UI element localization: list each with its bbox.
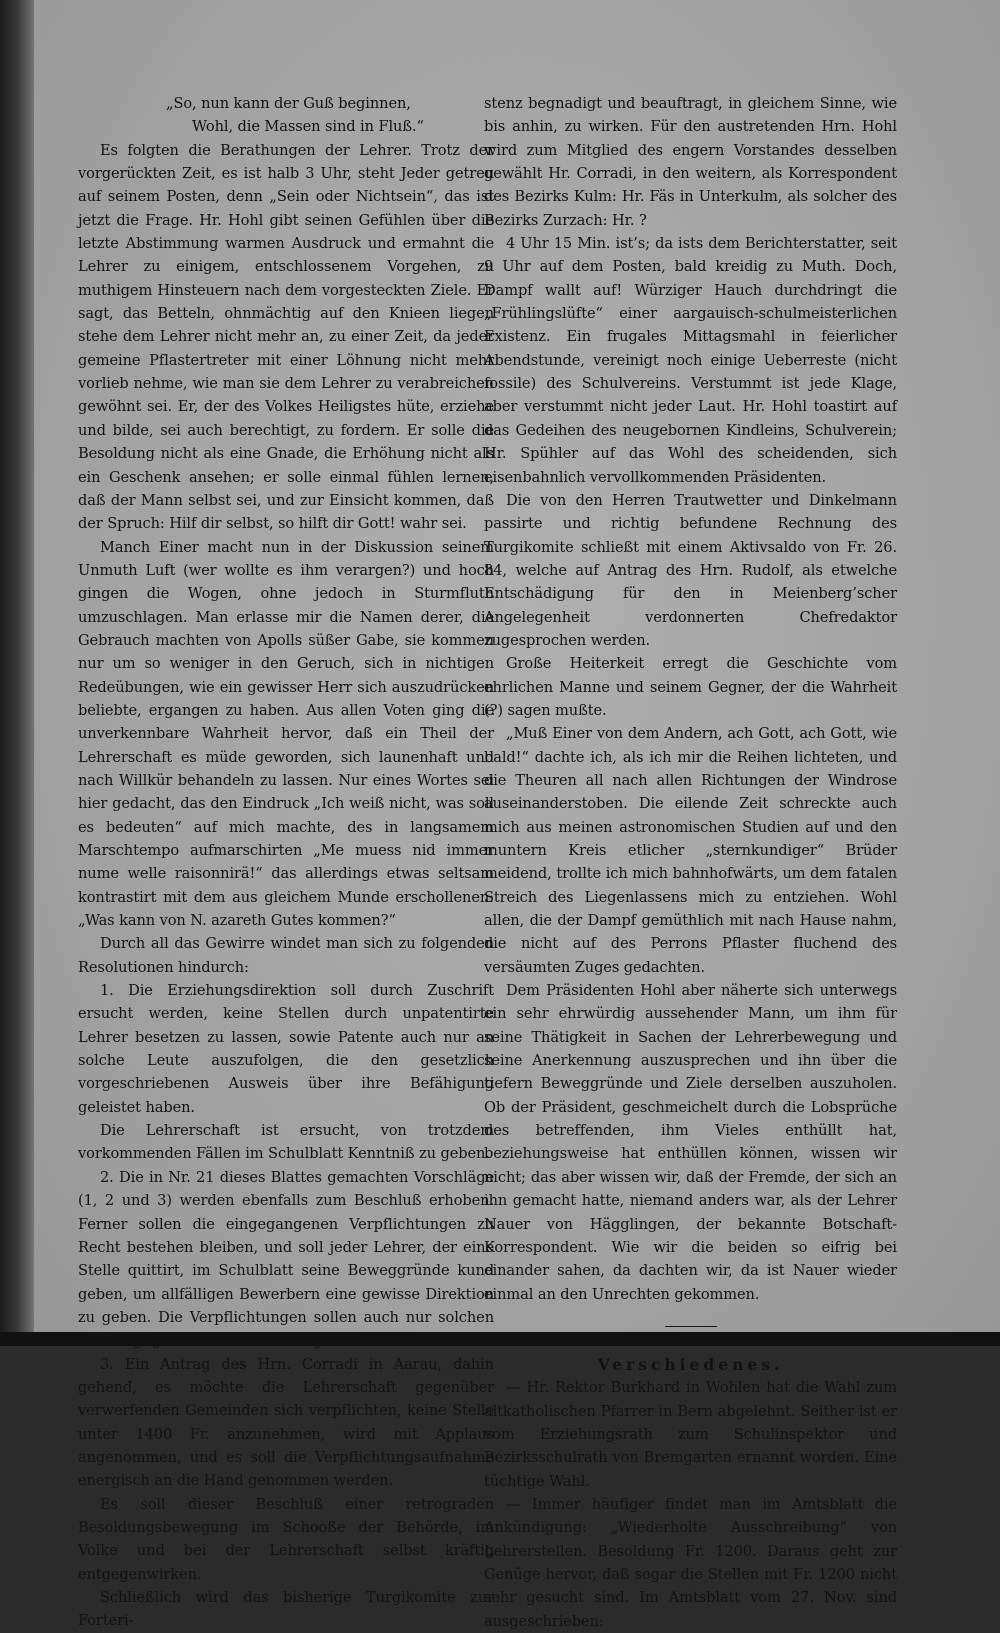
paragraph-existenz: stenz begnadigt und beauftragt, in gleichem Sinne, wie bis anhin, zu wirken. Für den austretenden Hrn. Hohl wird zum Mitglied des engern Vorstandes desselben gewählt Hr. Corradi, in den weitern, als Korrespondent des Bezirks Kulm: Hr. Fäs in Unterkulm, als solcher des Bezirks Zurzach: Hr. ?: [484, 95, 897, 229]
scan-bottom-edge: [0, 1332, 1000, 1346]
paragraph-dinner: 4 Uhr 15 Min. ist’s; da ists dem Berichterstatter, seit 9 Uhr auf dem Posten, bald kreidig zu Muth. Doch, Dampf wallt auf! Würziger Hauch durchdringt die „Frühlingslüfte“ einer aargauisch-schulmeisterlichen Existenz. Ein frugales Mittagsmahl in feierlicher Abendstunde, vereinigt noch einige Ueberreste (nicht fossile) des Schulvereins. Verstummt ist jede Klage, aber verstummt nicht jeder Laut. Hr. Hohl toastirt auf das Gedeihen des neugebornen Kindleins, Schulverein; Hr. Spühler auf das Wohl des scheidenden, sich eisenbahnlich vervollkommenden Präsidenten.: [484, 235, 897, 486]
news-item-burkhard: — Hr. Rektor Burkhard in Wohlen hat die Wahl zum altkatholischen Pfarrer in Bern abgelehnt. Seither ist er vom Erziehungsrath zum Schulinspektor und Bezirksschulrath von Bremgarten ernannt worden. Eine tüchtige Wahl.: [484, 1379, 897, 1490]
resolution-1-note: Die Lehrerschaft ist ersucht, von trotzdem vorkommenden Fällen im Schulblatt Kenntniß zu geben.: [78, 1122, 494, 1163]
verse-line-1: „So, nun kann der Guß beginnen,: [166, 95, 411, 112]
news-item-amtsblatt: — Immer häufiger findet man im Amtsblatt die Ankündigung: „Wiederholte Ausschreibung“ von Lehrerstellen. Besoldung Fr. 1200. Daraus geht zur Genüge hervor, daß sogar die Stellen mit Fr. 1200 nicht sehr gesucht sind. Im Amtsblatt vom 27. Nov. sind ausgeschrieben:: [484, 1495, 897, 1630]
paragraph-story: Große Heiterkeit erregt die Geschichte vom ehrlichen Manne und seinem Gegner, der die Wahrheit (?) sagen mußte.: [484, 655, 897, 719]
resolution-3: 3. Ein Antrag des Hrn. Corradi in Aarau, dahin gehend, es möchte die Lehrerschaft gegenüber verwerfenden Gemeinden sich verpflichten, keine Stelle unter 1400 Fr. anzunehmen, wird mit Applaus angenommen, und es soll die Verpflichtungsaufnahme energisch an die Hand genommen werden.: [78, 1355, 494, 1490]
paragraph-turgikomite: Schließlich wird das bisherige Turgikomite zur Forteri-: [78, 1589, 494, 1630]
verse-line-2: Wohl, die Massen sind in Fluß.“: [192, 118, 424, 136]
left-column: [78, 92, 494, 1633]
paragraph-deliberations: Es folgten die Berathungen der Lehrer. Trotz der vorgerückten Zeit, es ist halb 3 Uhr, steht Jeder getreu auf seinem Posten, denn „Sein oder Nichtsein“, das ist jetzt die Frage. Hr. Hohl gibt seinen Gefühlen über die letzte Abstimmung warmen Ausdruck und ermahnt die Lehrer zu einigem, entschlossenem Vorgehen, zu muthigem Hinsteuern nach dem vorgesteckten Ziele. Er sagt, das Betteln, ohnmächtig auf den Knieen liegen stehe dem Lehrer nicht mehr an, zu einer Zeit, da jeder gemeine Pflastertreter mit einer Löhnung nicht mehr vorlieb nehme, wie man sie dem Lehrer zu verabreichen gewöhnt sei. Er, der des Volkes Heiligstes hüte, erziehe und bilde, sei auch berechtigt, zu fordern. Er solle die Besoldung nicht als eine Gnade, die Erhöhung nicht als ein Geschenk ansehen; er solle einmal fühlen lernen, daß der Mann selbst sei, und zur Einsicht kommen, daß der Spruch: Hilf dir selbst, so hilft dir Gott! wahr sei.: [78, 141, 494, 533]
paragraph-decision: Es soll dieser Beschluß einer retrograden Besoldungsbewegung im Schooße der Behörde, im Volke und bei der Lehrerschaft selbst kräftig entgegenwirken.: [78, 1495, 494, 1583]
right-column: [484, 92, 897, 1633]
newspaper-page: [34, 0, 1000, 1630]
scan-left-edge: [0, 0, 36, 1346]
section-divider: [665, 1326, 717, 1327]
paragraph-discussion: Manch Einer macht nun in der Diskussion seinem Unmuth Luft (wer wollte es ihm verargen?) und hoch gingen die Wogen, ohne jedoch in Sturmfluth umzuschlagen. Man erlasse mir die Namen derer, die Gebrauch machten von Apolls süßer Gabe, sie kommen nur um so weniger in den Geruch, sich in nichtigen Redeübungen, wie ein gewisser Herr sich auszudrücken beliebte, ergangen zu haben. Aus allen Voten ging die unverkennbare Wahrheit hervor, daß ein Theil der Lehrerschaft es müde geworden, sich launenhaft und nach Willkür behandeln zu lassen. Nur eines Wortes sei hier gedacht, das den Eindruck „Ich weiß nicht, was soll es bedeuten“ auf mich machte, des in langsamem Marschtempo aufmarschirten „Me muess nid immer nume welle raisonnirä!“ das allerdings etwas seltsam kontrastirt mit dem aus gleichem Munde erschollenen: „Was kann von N. azareth Gutes kommen?“: [78, 538, 494, 930]
resolution-2: 2. Die in Nr. 21 dieses Blattes gemachten Vorschläge (1, 2 und 3) werden ebenfalls zum Beschluß erhoben. Ferner sollen die eingegangenen Verpflichtungen zu Recht bestehen bleiben, und soll jeder Lehrer, der eine Stelle quittirt, im Schulblatt seine Beweggründe kund geben, um allfälligen Bewerbern eine gewisse Direktion zu geben. Die Verpflichtungen sollen auch nur solchen: [78, 1168, 494, 1326]
paragraph-accounts: Die von den Herren Trautwetter und Dinkelmann passirte und richtig befundene Rechnung des Turgikomite schließt mit einem Aktivsaldo von Fr. 26. 84, welche auf Antrag des Hrn. Rudolf, als etwelche Entschädigung für den in Meienberg’scher Angelegenheit verdonnerten Chefredaktor zugesprochen werden.: [484, 491, 897, 649]
resolution-1: 1. Die Erziehungsdirektion soll durch Zuschrift ersucht werden, keine Stellen durch unpatentirte Lehrer besetzen zu lassen, sowie Patente auch nur an solche Leute auszufolgen, die den gesetzlich vorgeschriebenen Ausweis über ihre Befähigung geleistet haben.: [78, 982, 494, 1116]
paragraph-resolutions-intro: Durch all das Gewirre windet man sich zu folgenden Resolutionen hindurch:: [78, 935, 494, 976]
section-title: Verschiedenes.: [597, 1354, 784, 1374]
paragraph-departure: „Muß Einer von dem Andern, ach Gott, ach Gott, wie bald!“ dachte ich, als ich mir die Reihen lichteten, und die Theuren all nach allen Richtungen der Windrose auseinanderstoben. Die eilende Zeit schreckte auch mich aus meinen astronomischen Studien auf und den muntern Kreis etlicher „sternkundiger“ Brüder meidend, trollte ich mich bahnhofwärts, um dem fatalen Streich des Liegenlassens mich zu entziehen. Wohl allen, die der Dampf gemüthlich mit nach Hause nahm, die nicht auf des Perrons Pflaster fluchend des versäumten Zuges gedachten.: [484, 725, 897, 976]
paragraph-stranger: Dem Präsidenten Hohl aber näherte sich unterwegs ein sehr ehrwürdig aussehender Mann, um ihm für seine Thätigkeit in Sachen der Lehrerbewegung und seine Anerkennung auszusprechen und ihn über die tiefern Beweggründe und Ziele derselben auszuholen. Ob der Präsident, geschmeichelt durch die Lobsprüche des betreffenden, ihm Vieles enthüllt hat, beziehungsweise hat enthüllen können, wissen wir nicht; das aber wissen wir, daß der Fremde, der sich an ihn gemacht hatte, niemand anders war, als der Lehrer Nauer von Hägglingen, der bekannte Botschaft-Korrespondent. Wie wir die beiden so eifrig bei einander sahen, da dachten wir, da ist Nauer wieder einmal an den Unrechten gekommen.: [484, 982, 897, 1303]
